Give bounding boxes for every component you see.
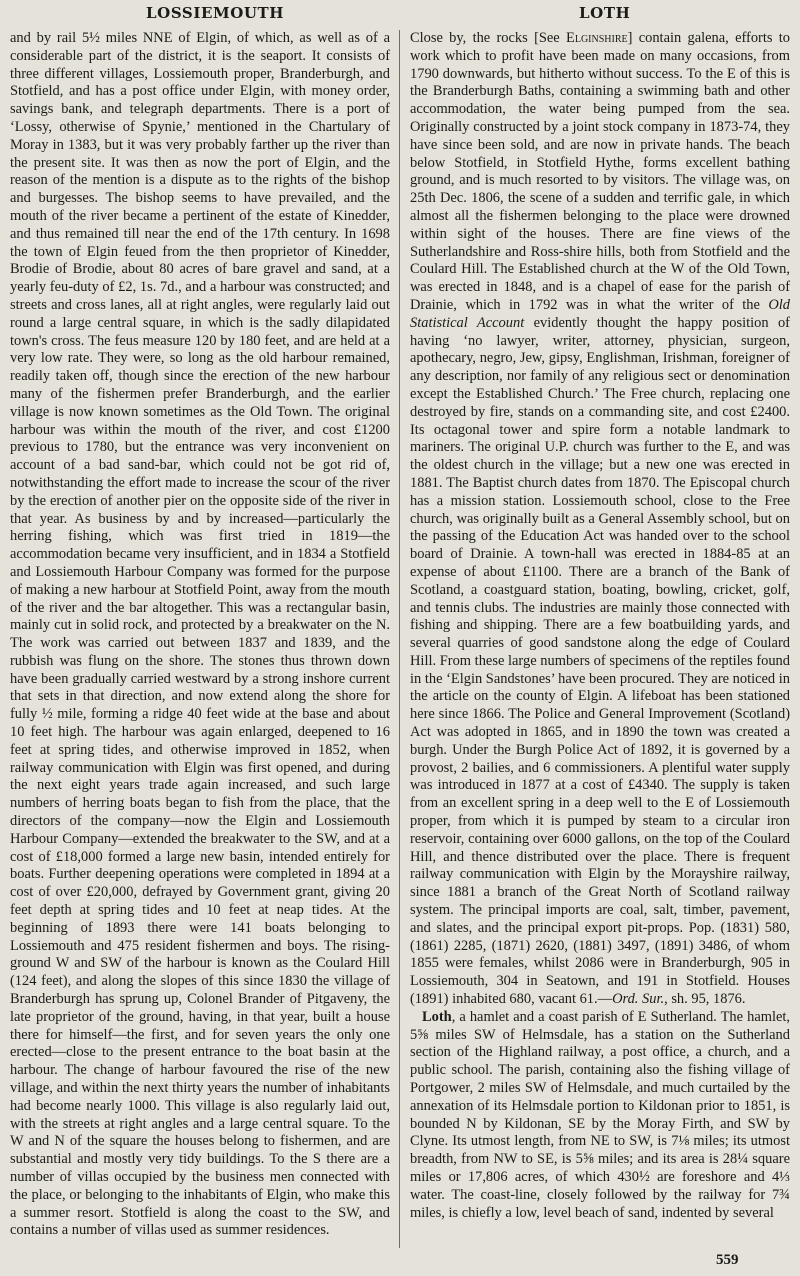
- running-header: [0, 4, 800, 26]
- lossiemouth-paragraph: and by rail 5½ miles NNE of Elgin, of which, as well as of a considerable part of the district, it is the seaport. It consists of three different villages, Lossiemouth proper, Branderburgh, and Stotfield, and has a post office under Elgin, with money order, savings bank, and telegraph departments. There is a port of ‘Lossy, otherwise of Spynie,’ mentioned in the Chartulary of Moray in 1383, but it was very probably farther up the river than the present site. It was then as now the port of Elgin, and the reason of the mention is a dispute as to the rights of the bishop and burgesses. The bishop seems to have prevailed, and the mouth of the river became a pertinent of the estate of Kinedder, and thus remained till near the end of the 17th century. In 1698 the town of Elgin feued from the then proprietor of Kinedder, Brodie of Brodie, about 80 acres of bare gravel and sand, at a yearly feu-duty of £2, 1s. 7d., and a harbour was constructed; and streets and cross lanes, all at right angles, were regularly laid out round a large central square, in which is the sadly dilapidated town's cross. The feus measure 120 by 180 feet, and are held at a very low rate. They were, so long as the old harbour remained, readily taken off, though since the erection of the new harbour many of the fishermen prefer Branderburgh, and the earlier village is now known sometimes as the Old Town. The original harbour was within the mouth of the river, and cost £1200 previous to 1780, but the entrance was very inconvenient on account of a bad sand-bar, which could not be got rid of, notwithstanding the effort made to increase the scour of the river by the erection of another pier on the opposite side of the river in that year. As business by and by increased—particularly the herring fishing, which was first tried in 1819—the accommodation became very insufficient, and in 1834 a Stotfield and Lossiemouth Harbour Company was formed for the purpose of making a new harbour at Stotfield Point, away from the mouth of the river and the bar altogether. This was a rectangular basin, mainly cut in solid rock, and protected by a breakwater on the N. The work was carried out between 1837 and 1839, and the rubbish was flung on the shore. The stones thus thrown down have been gradually carried westward by a strong inshore current that sets in that direction, and now extend along the shore for fully ½ mile, forming a ridge 40 feet wide at the base and about 10 feet high. The harbour was again enlarged, deepened to 16 feet at spring tides, and otherwise improved in 1852, when railway communication with Elgin was first opened, and during the next eight years trade again increased, and such large numbers of herring boats began to fish from the place, that the directors of the company—now the Elgin and Lossiemouth Harbour Company—extended the breakwater to the SW, and at a cost of £18,000 formed a large new basin, intended entirely for boats. Further deepening operations were completed in 1894 at a cost of over £20,000, defrayed by Government grant, giving 20 feet depth at spring tides and 10 feet at neap tides. At the beginning of 1893 there were 141 boats belonging to Lossiemouth and 475 resident fishermen and boys. The rising-ground W and SW of the harbour is known as the Coulard Hill (124 feet), and along the slopes of this since 1830 the village of Branderburgh has sprung up, Colonel Brander of Pitgaveny, the late proprietor of the ground, having, in that year, built a house there for himself—the first, and for seven years the only one erected—close to the present entrance to the boat basin at the harbour. The change of harbour favoured the rise of the new village, and within the next thirty years the number of inhabitants had become nearly 1000. This village is also regularly laid out, with the streets at right angles and a large central square. To the W and N of the square the houses belong to fishermen, and are substantial and mostly very tidy buildings. To the S there are a number of villas occupied by the business men connected with the place, or belonging to the inhabitants of Elgin, who make this a summer resort. Stotfield is along the coast to the SW, and contains a number of villas used as summer residences.: [10, 30, 390, 1239]
- para-text: , sh. 95, 1876.: [664, 991, 746, 1008]
- cross-reference: Elginshire: [566, 30, 628, 46]
- page-number: 559: [716, 1252, 739, 1268]
- entry-headword: Loth: [422, 1008, 452, 1025]
- para-text: evidently thought the happy position of having ‘no lawyer, writer, attorney, physician, surgeon, apothecary, negro, Jew, gipsy, Englishman, Irishman, foreigner of any description, nor family of any religious sect or denomination except the Established Church.’ The Free church, replacing one destroyed by fire, stands on a commanding site, and cost £2400. Its octagonal tower and spire form a notable landmark to mariners. The original U.P. church was further to the E, and was the oldest church in the village; but a new one was erected in 1881. The Baptist church dates from 1870. The Episcopal church has a mission station. Lossiemouth school, close to the Free church, was originally built as a General Assembly school, but on the passing of the Education Act was handed over to the school board of Drainie. A town-hall was erected in 1884-85 at an expense of about £1100. There are a branch of the Bank of Scotland, a coastguard station, boating, bowling, cricket, golf, and tennis clubs. The industries are mainly those connected with fishing and shipping. There are a few boatbuilding yards, and several quarries of good sandstone along the edge of Coulard Hill. From these large numbers of specimens of the reptiles found in the ‘Elgin Sandstones’ have been procured. They are noticed in the article on the county of Elgin. A lifeboat has been stationed here since 1866. The Police and General Improvement (Scotland) Act was adopted in 1865, and in 1890 the town was created a burgh. Under the Burgh Police Act of 1892, it is governed by a provost, 2 bailies, and 6 commissioners. A plentiful water supply was introduced in 1877 at a cost of £4340. The supply is taken from an excellent spring in a deep well to the E of Lossiemouth proper, from which it is pumped by steam to a circular iron reservoir, containing over 6000 gallons, on the top of the Coulard Hill, and thence distributed over the place. There is frequent railway communication with Elgin by the Morayshire railway, since 1881 a branch of the Great North of Scotland railway system. The principal imports are coal, salt, timber, pavement, and slates, and the principal export pit-props. Pop. (1831) 580, (1861) 2285, (1871) 2620, (1881) 3497, (1891) 3486, of whom 1855 were females, whilst 2086 were in Branderburgh, 905 in Lossiemouth, 304 in Seatown, and 191 in Stotfield. Houses (1891) inhabited 680, vacant 61.—: [410, 314, 790, 1008]
- header-left-keyword: LOSSIEMOUTH: [146, 4, 285, 22]
- column-divider: [399, 30, 400, 1248]
- loth-entry-paragraph: [410, 1009, 790, 1223]
- italic-citation: Ord. Sur.: [612, 991, 665, 1008]
- italic-title: Old Statistical Account: [410, 296, 790, 331]
- para-text: ] contain galena, efforts to work which to profit have been made on many occasions, from 1790 downwards, but hitherto without success. To the E of this is the Branderburgh Baths, containing a swimming bath and other accommodation, the water being pumped from the sea. Originally constructed by a joint stock company in 1873-74, they have since been sold, and are now in private hands. The beach below Stotfield, in Stotfield Hythe, forms excellent bathing ground, and is much resorted to by visitors. The village was, on 25th Dec. 1806, the scene of a sudden and terrific gale, in which almost all the fishermen belonging to the place were drowned within sight of the houses. There are fine views of the Sutherlandshire and Ross-shire hills, both from Stotfield and the Coulard Hill. The Established church at the W of the Old Town, was erected in 1848, and is a chapel of ease for the parish of Drainie, which in 1792 was in what the writer of the: [410, 30, 791, 313]
- left-column: [10, 30, 390, 1240]
- lossiemouth-continuation-paragraph: [410, 30, 790, 1009]
- right-column: [410, 30, 790, 1222]
- header-right-keyword: LOTH: [579, 4, 631, 22]
- para-text: Close by, the rocks [See: [410, 30, 567, 46]
- para-text: , a hamlet and a coast parish of E Sutherland. The hamlet, 5⅝ miles SW of Helmsdale, has a station on the Sutherland section of the Highland railway, a post office, a church, and a public school. The parish, containing also the fishing village of Portgower, 2 miles SW of Helmsdale, and much curtailed by the annexation of its Helmsdale portion to Kildonan prior to 1851, is bounded N by Kildonan, SE by the Moray Firth, and SW by Clyne. Its utmost length, from NE to SW, is 7⅛ miles; its utmost breadth, from NW to SE, is 5⅝ miles; and its area is 28¼ square miles or 17,806 acres, of which 430½ are foreshore and 4⅓ water. The coast-line, closely followed by the railway for 7¾ miles, is chiefly a low, level beach of sand, indented by several: [410, 1008, 790, 1221]
